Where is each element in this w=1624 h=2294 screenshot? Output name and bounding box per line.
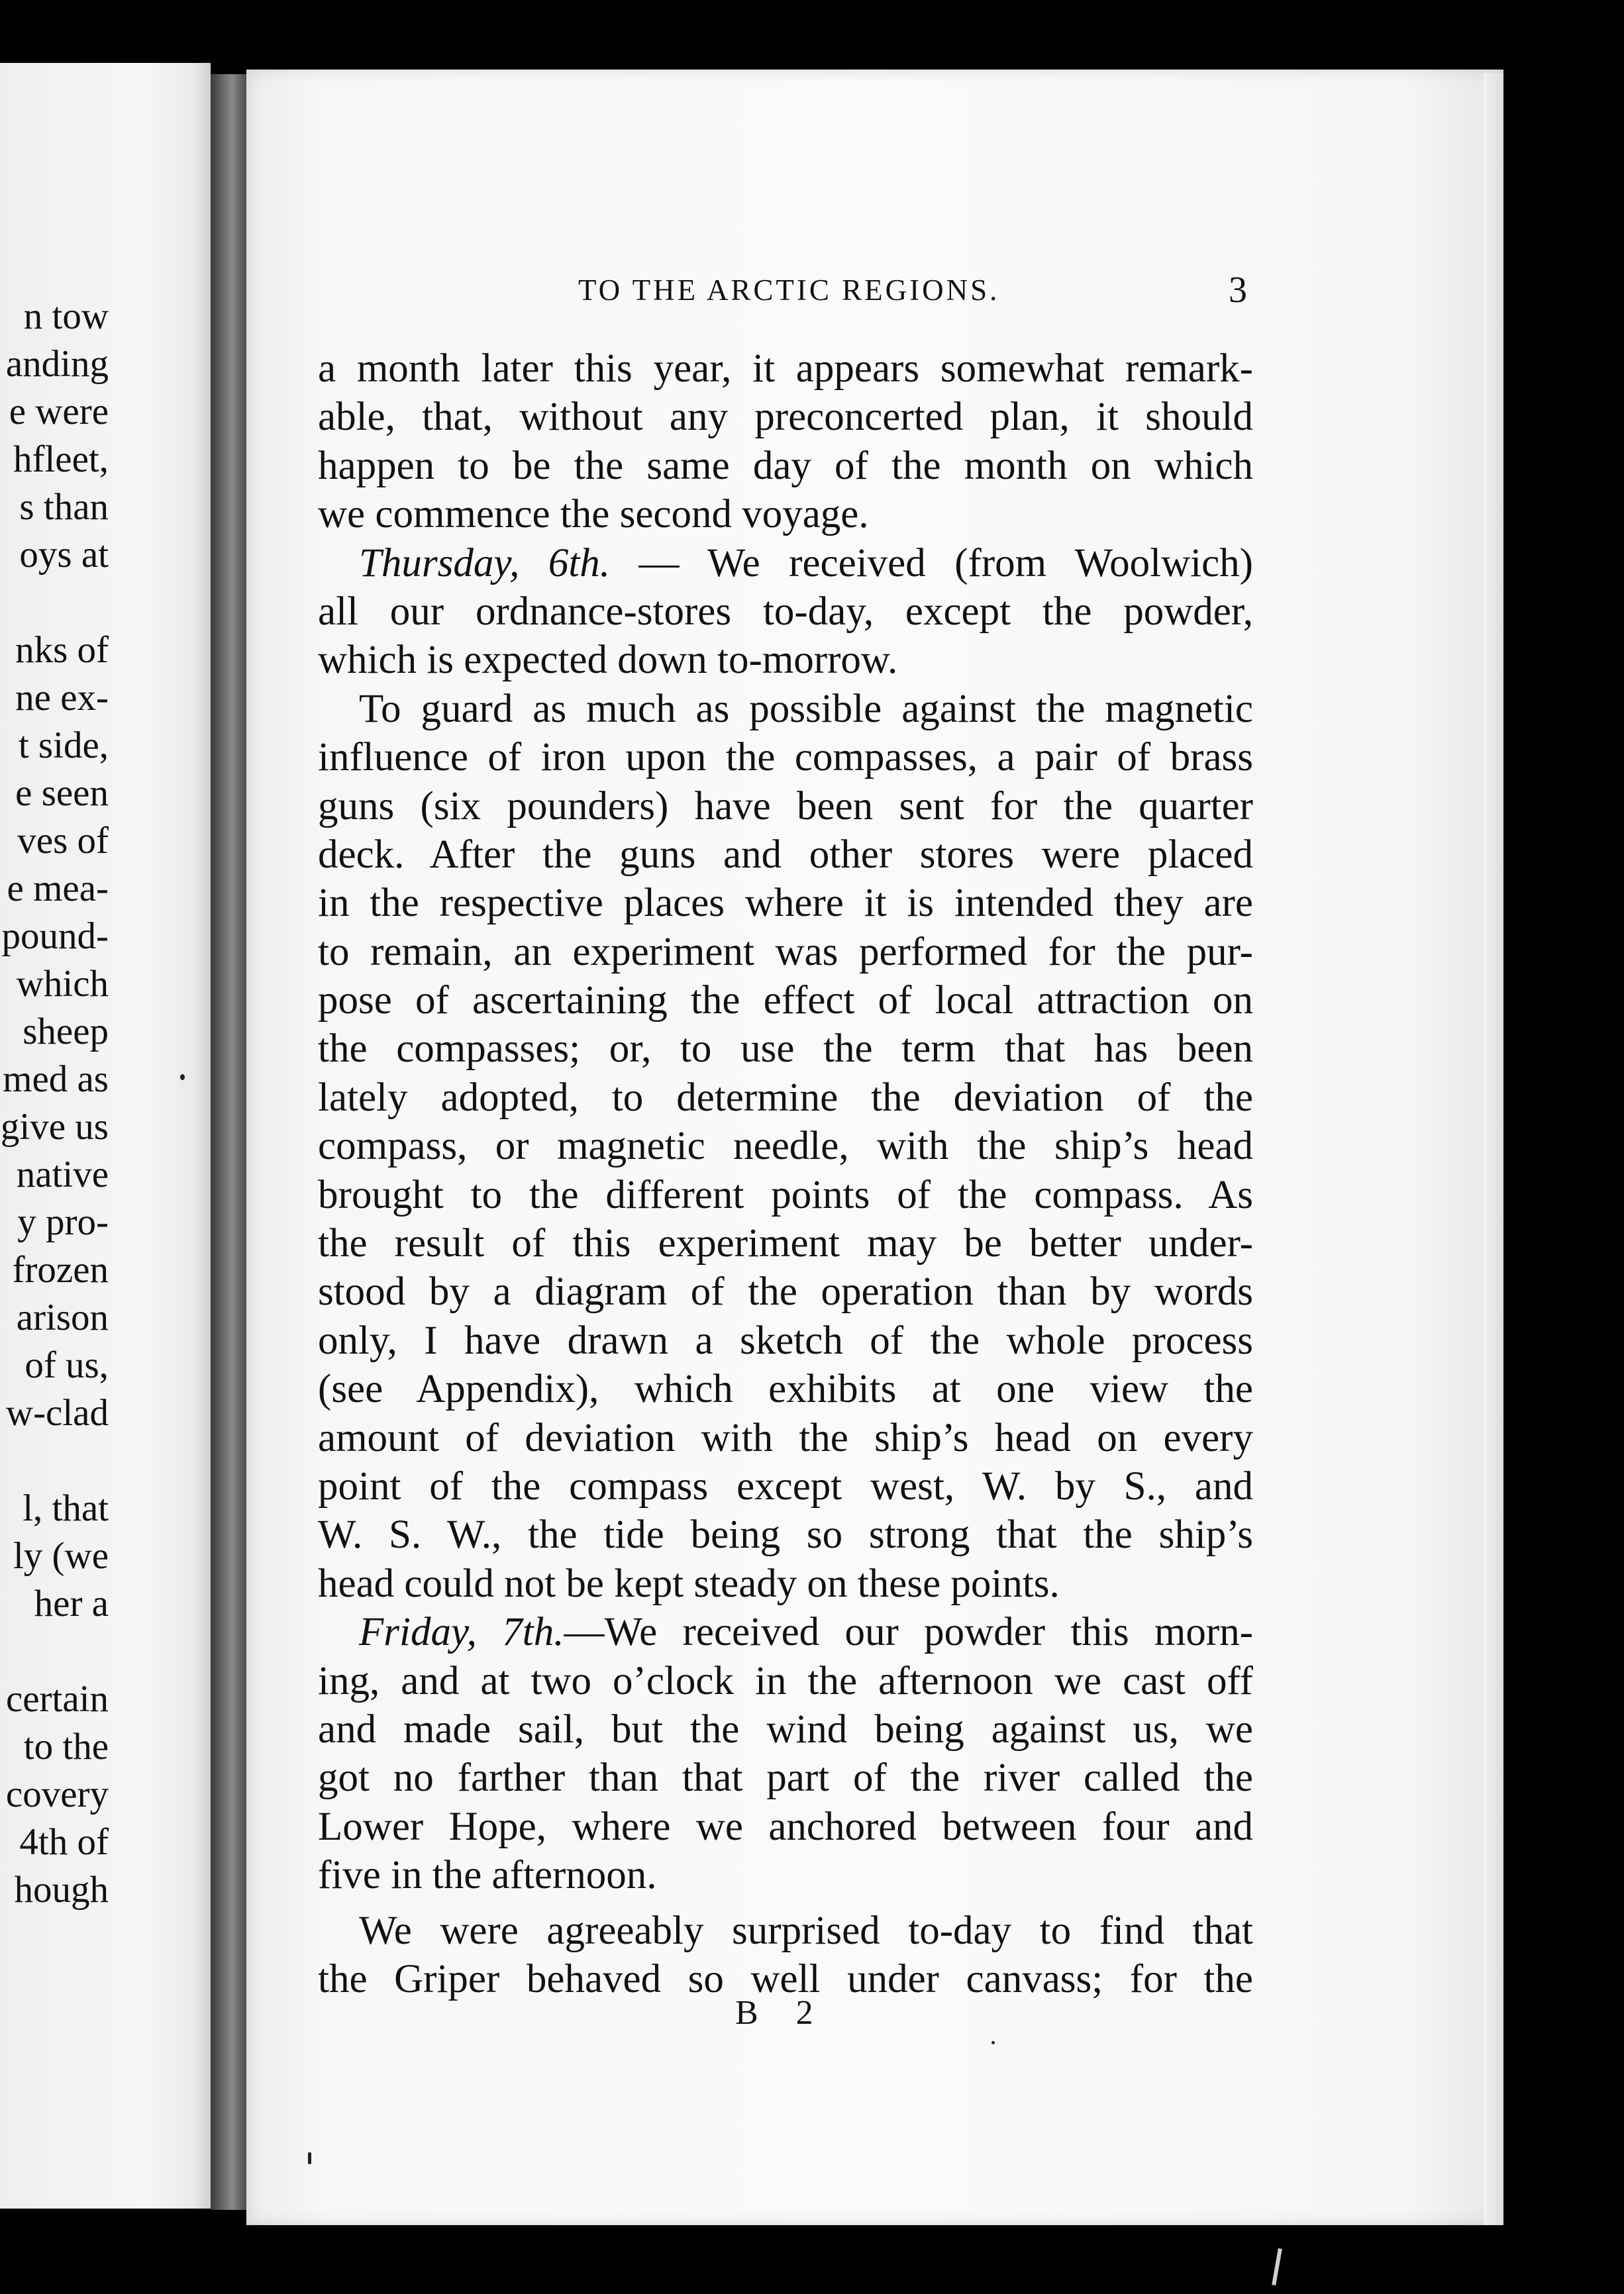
left-page-line: native <box>16 1154 109 1195</box>
text-line: W. S. W., the tide being so strong that the ship’s <box>318 1513 1253 1558</box>
text-line: influence of iron upon the compasses, a pair of brass <box>318 735 1253 780</box>
date-label: Thursday, 6th. <box>359 540 611 585</box>
left-page-line: to the <box>23 1726 109 1768</box>
text-line: to remain, an experiment was performed for the pur- <box>318 929 1253 974</box>
text-line: stood by a diagram of the operation than by words <box>318 1270 1253 1315</box>
ink-speck <box>180 1074 185 1080</box>
page-body-text <box>318 344 1253 2003</box>
text-line: got no farther than that part of the river called the <box>318 1756 1253 1801</box>
text-line: head could not be kept steady on these points. <box>318 1561 1060 1606</box>
text-line: To guard as much as possible against the magnetic <box>359 686 1253 731</box>
left-page-line: med as <box>3 1058 109 1100</box>
paragraph-gap <box>318 1900 1253 1907</box>
text-line: point of the compass except west, W. by S., and <box>318 1464 1253 1509</box>
left-page-line: e seen <box>15 772 109 814</box>
left-page-line: ly (we <box>13 1535 109 1577</box>
page-edge-shadow <box>1484 73 1503 2225</box>
text-line <box>318 1608 1253 1656</box>
text-line <box>318 539 1253 587</box>
text-line: amount of deviation with the ship’s head on every <box>318 1415 1253 1460</box>
left-page-line: s than <box>19 486 109 528</box>
date-label: Friday, 7th. <box>359 1610 564 1655</box>
left-page-line: e mea- <box>7 868 109 909</box>
text-line: happen to be the same day of the month on which <box>318 443 1253 488</box>
text-line: which is expected down to-morrow. <box>318 638 898 683</box>
left-page-line: covery <box>5 1773 109 1815</box>
ink-speck <box>308 2152 311 2164</box>
text-line: only, I have drawn a sketch of the whole process <box>318 1318 1253 1363</box>
left-page-line: give us <box>0 1106 109 1148</box>
left-page-line: y pro- <box>17 1201 109 1243</box>
running-title: TO THE ARCTIC REGIONS. <box>578 274 1000 307</box>
page-number: 3 <box>1229 270 1247 311</box>
text-run: —We received our powder this morn- <box>564 1610 1254 1655</box>
book-gutter <box>211 74 246 2210</box>
text-line: guns (six pounders) have been sent for the quarter <box>318 783 1253 828</box>
left-page-line: pound- <box>1 915 109 957</box>
signature-mark: B 2 <box>735 1994 828 2032</box>
left-page-line: sheep <box>23 1011 109 1052</box>
left-page-line: which <box>16 963 109 1005</box>
left-page-line: t side, <box>18 724 109 766</box>
text-line: all our ordnance-stores to-day, except the powder, <box>318 589 1253 634</box>
left-page-line: w-clad <box>5 1392 109 1434</box>
text-line: we commence the second voyage. <box>318 492 869 537</box>
left-page-line: arison <box>16 1297 109 1338</box>
text-line: compass, or magnetic needle, with the ship’s head <box>318 1124 1253 1169</box>
text-line: Lower Hope, where we anchored between four and <box>318 1804 1253 1849</box>
left-page-line: hfleet, <box>13 438 109 480</box>
text-line: the result of this experiment may be better under- <box>318 1221 1253 1266</box>
left-page-line: ne ex- <box>15 677 109 719</box>
text-line: (see Appendix), which exhibits at one view the <box>318 1367 1253 1412</box>
text-line: able, that, without any preconcerted plan, it should <box>318 395 1253 440</box>
text-line: five in the afternoon. <box>318 1853 657 1898</box>
text-line: ing, and at two o’clock in the afternoon we cast off <box>318 1658 1253 1703</box>
left-page-line: n tow <box>23 295 109 337</box>
left-page-line: hough <box>14 1869 109 1911</box>
text-line: in the respective places where it is intended they are <box>318 881 1253 926</box>
text-line: brought to the different points of the compass. As <box>318 1172 1253 1217</box>
text-line: lately adopted, to determine the deviation of the <box>318 1075 1253 1120</box>
left-page-line: oys at <box>19 534 109 575</box>
text-line: the compasses; or, to use the term that has been <box>318 1026 1253 1072</box>
left-page-line: 4th of <box>19 1821 109 1863</box>
left-page-line: ves of <box>17 820 109 862</box>
text-line: pose of ascertaining the effect of local attraction on <box>318 978 1253 1023</box>
left-page-line: her a <box>34 1583 109 1624</box>
left-page-line: nks of <box>15 629 109 671</box>
text-line: a month later this year, it appears somewhat remark- <box>318 346 1253 391</box>
text-line: the Griper behaved so well under canvass; for the <box>318 1956 1253 2001</box>
left-facing-page <box>0 63 211 2209</box>
running-head <box>0 270 1624 319</box>
left-page-line: l, that <box>23 1487 109 1529</box>
ink-speck <box>991 2041 995 2044</box>
text-line: We were agreeably surprised to-day to find that <box>359 1908 1253 1953</box>
text-line: deck. After the guns and other stores were placed <box>318 832 1253 877</box>
left-page-line: frozen <box>12 1249 109 1291</box>
left-page-line: certain <box>5 1678 109 1720</box>
left-page-line: e were <box>9 391 109 432</box>
text-line: and made sail, but the wind being against us, we <box>318 1707 1253 1752</box>
text-run: — We received (from Woolwich) <box>610 540 1253 585</box>
left-page-line: of us, <box>25 1344 109 1386</box>
left-page-line: anding <box>5 343 109 385</box>
scan-scratch <box>1272 2248 1282 2285</box>
